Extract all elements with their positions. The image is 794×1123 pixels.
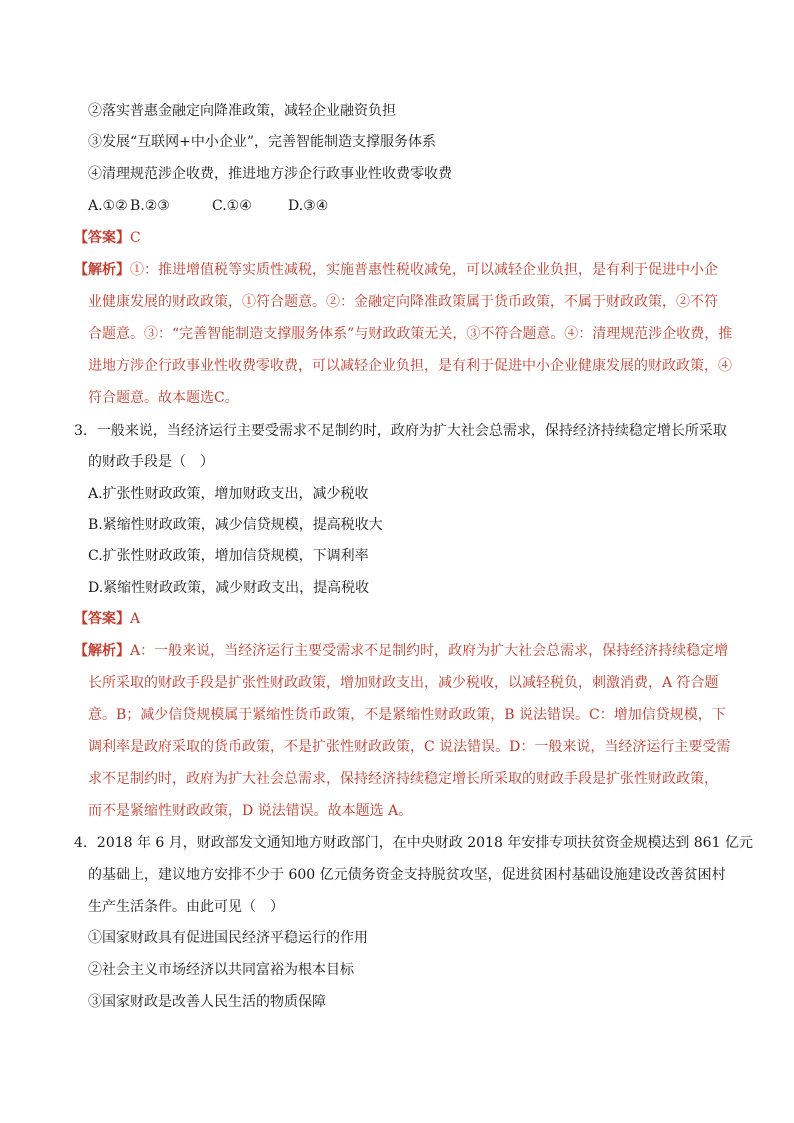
q3-answer bbox=[74, 609, 140, 629]
q3-analysis-line: 调利率是政府采取的货币政策，不是扩张性财政政策，C 说法错误。D：一般来说，当经济运行主要受需 bbox=[88, 739, 731, 755]
q3-analysis-line: 长所采取的财政手段是扩张性财政政策，增加财政支出，减少税收，以减轻税负，刺激消费，A 符合题 bbox=[88, 675, 719, 691]
q3-option-b: B.紧缩性财政政策，减少信贷规模，提高税收大 bbox=[88, 517, 383, 533]
q2-answer bbox=[74, 228, 141, 248]
q3-stem-line: 的财政手段是（ ） bbox=[88, 454, 214, 470]
q4-option-3: ③国家财政是改善人民生活的物质保障 bbox=[88, 994, 326, 1010]
q3-option-d: D.紧缩性财政政策，减少财政支出，提高税收 bbox=[88, 580, 370, 596]
q2-choice-c: C.①④ bbox=[212, 198, 252, 214]
q2-option-3: ③发展“互联网+中小企业”，完善智能制造支撑服务体系 bbox=[88, 134, 437, 150]
q3-analysis-line: 求不足制约时，政府为扩大社会总需求，保持经济持续稳定增长所采取的财政手段是扩张性财政政策， bbox=[88, 771, 718, 787]
q4-option-2: ②社会主义市场经济以共同富裕为根本目标 bbox=[88, 962, 354, 978]
q3-stem-line: 3．一般来说，当经济运行主要受需求不足制约时，政府为扩大社会总需求，保持经济持续稳定增长所采取 bbox=[74, 423, 727, 439]
q2-choice-b: B.②③ bbox=[130, 198, 170, 214]
answer-value: A bbox=[130, 611, 141, 627]
answer-tag: 【答案】 bbox=[74, 230, 130, 246]
q3-option-c: C.扩张性财政政策，增加信贷规模，下调利率 bbox=[88, 548, 369, 564]
q3-analysis-line: 意。B；减少信贷规模属于紧缩性货币政策，不是紧缩性财政政策，B 说法错误。C：增加信贷规模，下 bbox=[88, 707, 726, 723]
q2-analysis-line: ①：推进增值税等实质性减税，实施普惠性税收减免，可以减轻企业负担，是有利于促进中小企 bbox=[130, 262, 718, 278]
q4-stem-line: 4．2018 年 6 月，财政部发文通知地方财政部门，在中央财政 2018 年安排专项扶贫资金规模达到 861 亿元 bbox=[74, 835, 753, 851]
q3-analysis-line: A：一般来说，当经济运行主要受需求不足制约时，政府为扩大社会总需求，保持经济持续稳定增 bbox=[130, 643, 729, 659]
q3-analysis-line: 而不是紧缩性财政政策，D 说法错误。故本题选 A。 bbox=[88, 803, 413, 819]
q2-analysis-line: 业健康发展的财政政策，①符合题意。②：金融定向降准政策属于货币政策，不属于财政政策，②不符 bbox=[88, 294, 718, 310]
q2-choice-a: A.①② bbox=[88, 198, 128, 214]
q2-analysis-line: 进地方涉企行政事业性收费零收费，可以减轻企业负担，是有利于促进中小企业健康发展的财政政策，④ bbox=[88, 358, 732, 374]
answer-tag: 【答案】 bbox=[74, 611, 130, 627]
q4-stem-line: 生产生活条件。由此可见（ ） bbox=[88, 899, 284, 915]
analysis-tag: 【解析】 bbox=[74, 262, 130, 278]
q2-option-2: ②落实普惠金融定向降准政策，减轻企业融资负担 bbox=[88, 103, 396, 119]
analysis-tag: 【解析】 bbox=[74, 643, 130, 659]
q2-analysis-line: 符合题意。故本题选C。 bbox=[88, 390, 239, 406]
q4-option-1: ①国家财政具有促进国民经济平稳运行的作用 bbox=[88, 930, 368, 946]
q3-option-a: A.扩张性财政政策，增加财政支出，减少税收 bbox=[88, 486, 369, 502]
q4-stem-line: 的基础上，建议地方安排不少于 600 亿元债务资金支持脱贫攻坚，促进贫困村基础设施建设改善贫困村 bbox=[88, 867, 726, 883]
q2-option-4: ④清理规范涉企收费，推进地方涉企行政事业性收费零收费 bbox=[88, 166, 452, 182]
answer-value: C bbox=[130, 230, 141, 246]
q2-analysis-line: 合题意。③：“完善智能制造支撑服务体系”与财政政策无关，③不符合题意。④：清理规范涉企收费，推 bbox=[88, 326, 733, 342]
q2-choice-d: D.③④ bbox=[288, 198, 329, 214]
